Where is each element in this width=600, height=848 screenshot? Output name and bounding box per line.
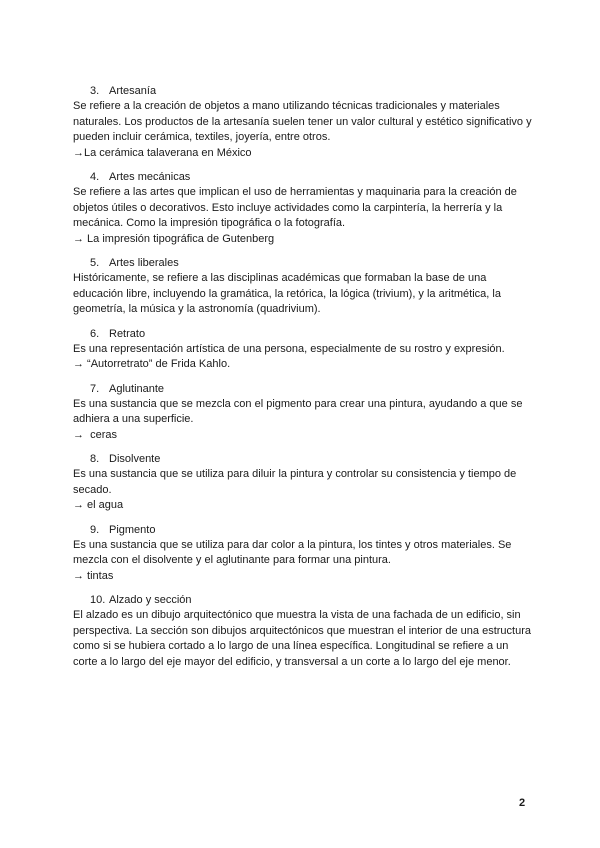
entry-artes-mecanicas — [73, 170, 533, 247]
page-number: 2 — [519, 797, 526, 809]
entry-body: Se refiere a la creación de objetos a mano utilizando técnicas tradicionales y materiales naturales. Los productos de la artesanía suelen tener un valor cultural y estético significativo y pueden incluir cerámica, textiles, joyería, entre otros. — [73, 100, 532, 143]
entry-title: Aglutinante — [109, 382, 165, 395]
entry-body: Es una sustancia que se utiliza para dar color a la pintura, los tintes y otros materiales. Se mezcla con el disolvente y el aglutinante para formar una pintura. — [73, 538, 512, 566]
entry-title: Pigmento — [109, 523, 156, 536]
entry-heading — [73, 523, 533, 537]
entry-title: Artesanía — [109, 85, 157, 97]
entry-heading — [73, 84, 533, 98]
entry-title: Artes liberales — [109, 257, 179, 269]
entry-heading — [73, 170, 533, 184]
entry-title: Artes mecánicas — [109, 171, 191, 183]
entry-number: 4. — [90, 171, 100, 183]
entry-example: → ceras — [73, 428, 118, 441]
entry-title: Alzado y sección — [109, 594, 192, 606]
entry-aglutinante — [73, 382, 533, 444]
entry-number: 9. — [90, 523, 100, 536]
entry-body: Es una sustancia que se utiliza para diluir la pintura y controlar su consistencia y tiempo de secado. — [73, 468, 517, 496]
entry-heading — [73, 452, 533, 466]
entry-alzado-seccion — [73, 593, 533, 670]
entry-example: → La impresión tipográfica de Gutenberg — [73, 232, 275, 245]
entry-heading — [73, 256, 533, 270]
entry-disolvente — [73, 452, 533, 514]
entry-heading — [73, 382, 533, 396]
entry-artesania — [73, 84, 533, 161]
entry-artes-liberales — [73, 256, 533, 318]
entry-number: 5. — [90, 257, 100, 269]
entry-body: Es una sustancia que se mezcla con el pigmento para crear una pintura, ayudando a que se adhiera a una superficie. — [73, 397, 523, 425]
entry-heading — [73, 593, 533, 607]
entry-example: → el agua — [73, 499, 124, 511]
entry-number: 10. — [90, 594, 106, 606]
entry-heading — [73, 327, 533, 341]
document-page — [73, 84, 533, 679]
entry-title: Disolvente — [109, 453, 161, 465]
entry-number: 8. — [90, 453, 100, 465]
entry-example: → “Autorretrato” de Frida Kahlo. — [73, 358, 231, 370]
entry-number: 7. — [90, 382, 100, 395]
entry-title: Retrato — [109, 327, 146, 340]
entry-pigmento — [73, 523, 533, 585]
entry-number: 3. — [90, 85, 100, 97]
entry-example: → tintas — [73, 569, 114, 582]
entry-example: →La cerámica talaverana en México — [73, 146, 252, 159]
entry-retrato — [73, 327, 533, 373]
entry-body: Se refiere a las artes que implican el uso de herramientas y maquinaria para la creación de objetos útiles o decorativos. Esto incluye actividades como la carpintería, la herrería y la mecánica. Como la impresión tipográfica o la fotografía. — [73, 186, 517, 229]
entry-body: Es una representación artística de una persona, especialmente de su rostro y expresión. — [73, 342, 505, 355]
entry-number: 6. — [90, 327, 100, 340]
entry-body: Históricamente, se refiere a las disciplinas académicas que formaban la base de una educación libre, incluyendo la gramática, la retórica, la lógica (trivium), y la aritmética, la geometría, la música y la astronomía (quadrivium). — [73, 272, 501, 315]
entry-body: El alzado es un dibujo arquitectónico que muestra la vista de una fachada de un edificio, sin perspectiva. La sección son dibujos arquitectónicos que muestran el interior de una estructura como si se hubiera cortado a lo largo de una línea específica. Longitudinal se refiere a un corte a lo largo del eje mayor del edificio, y transversal a un corte a lo largo del eje menor. — [73, 609, 531, 668]
